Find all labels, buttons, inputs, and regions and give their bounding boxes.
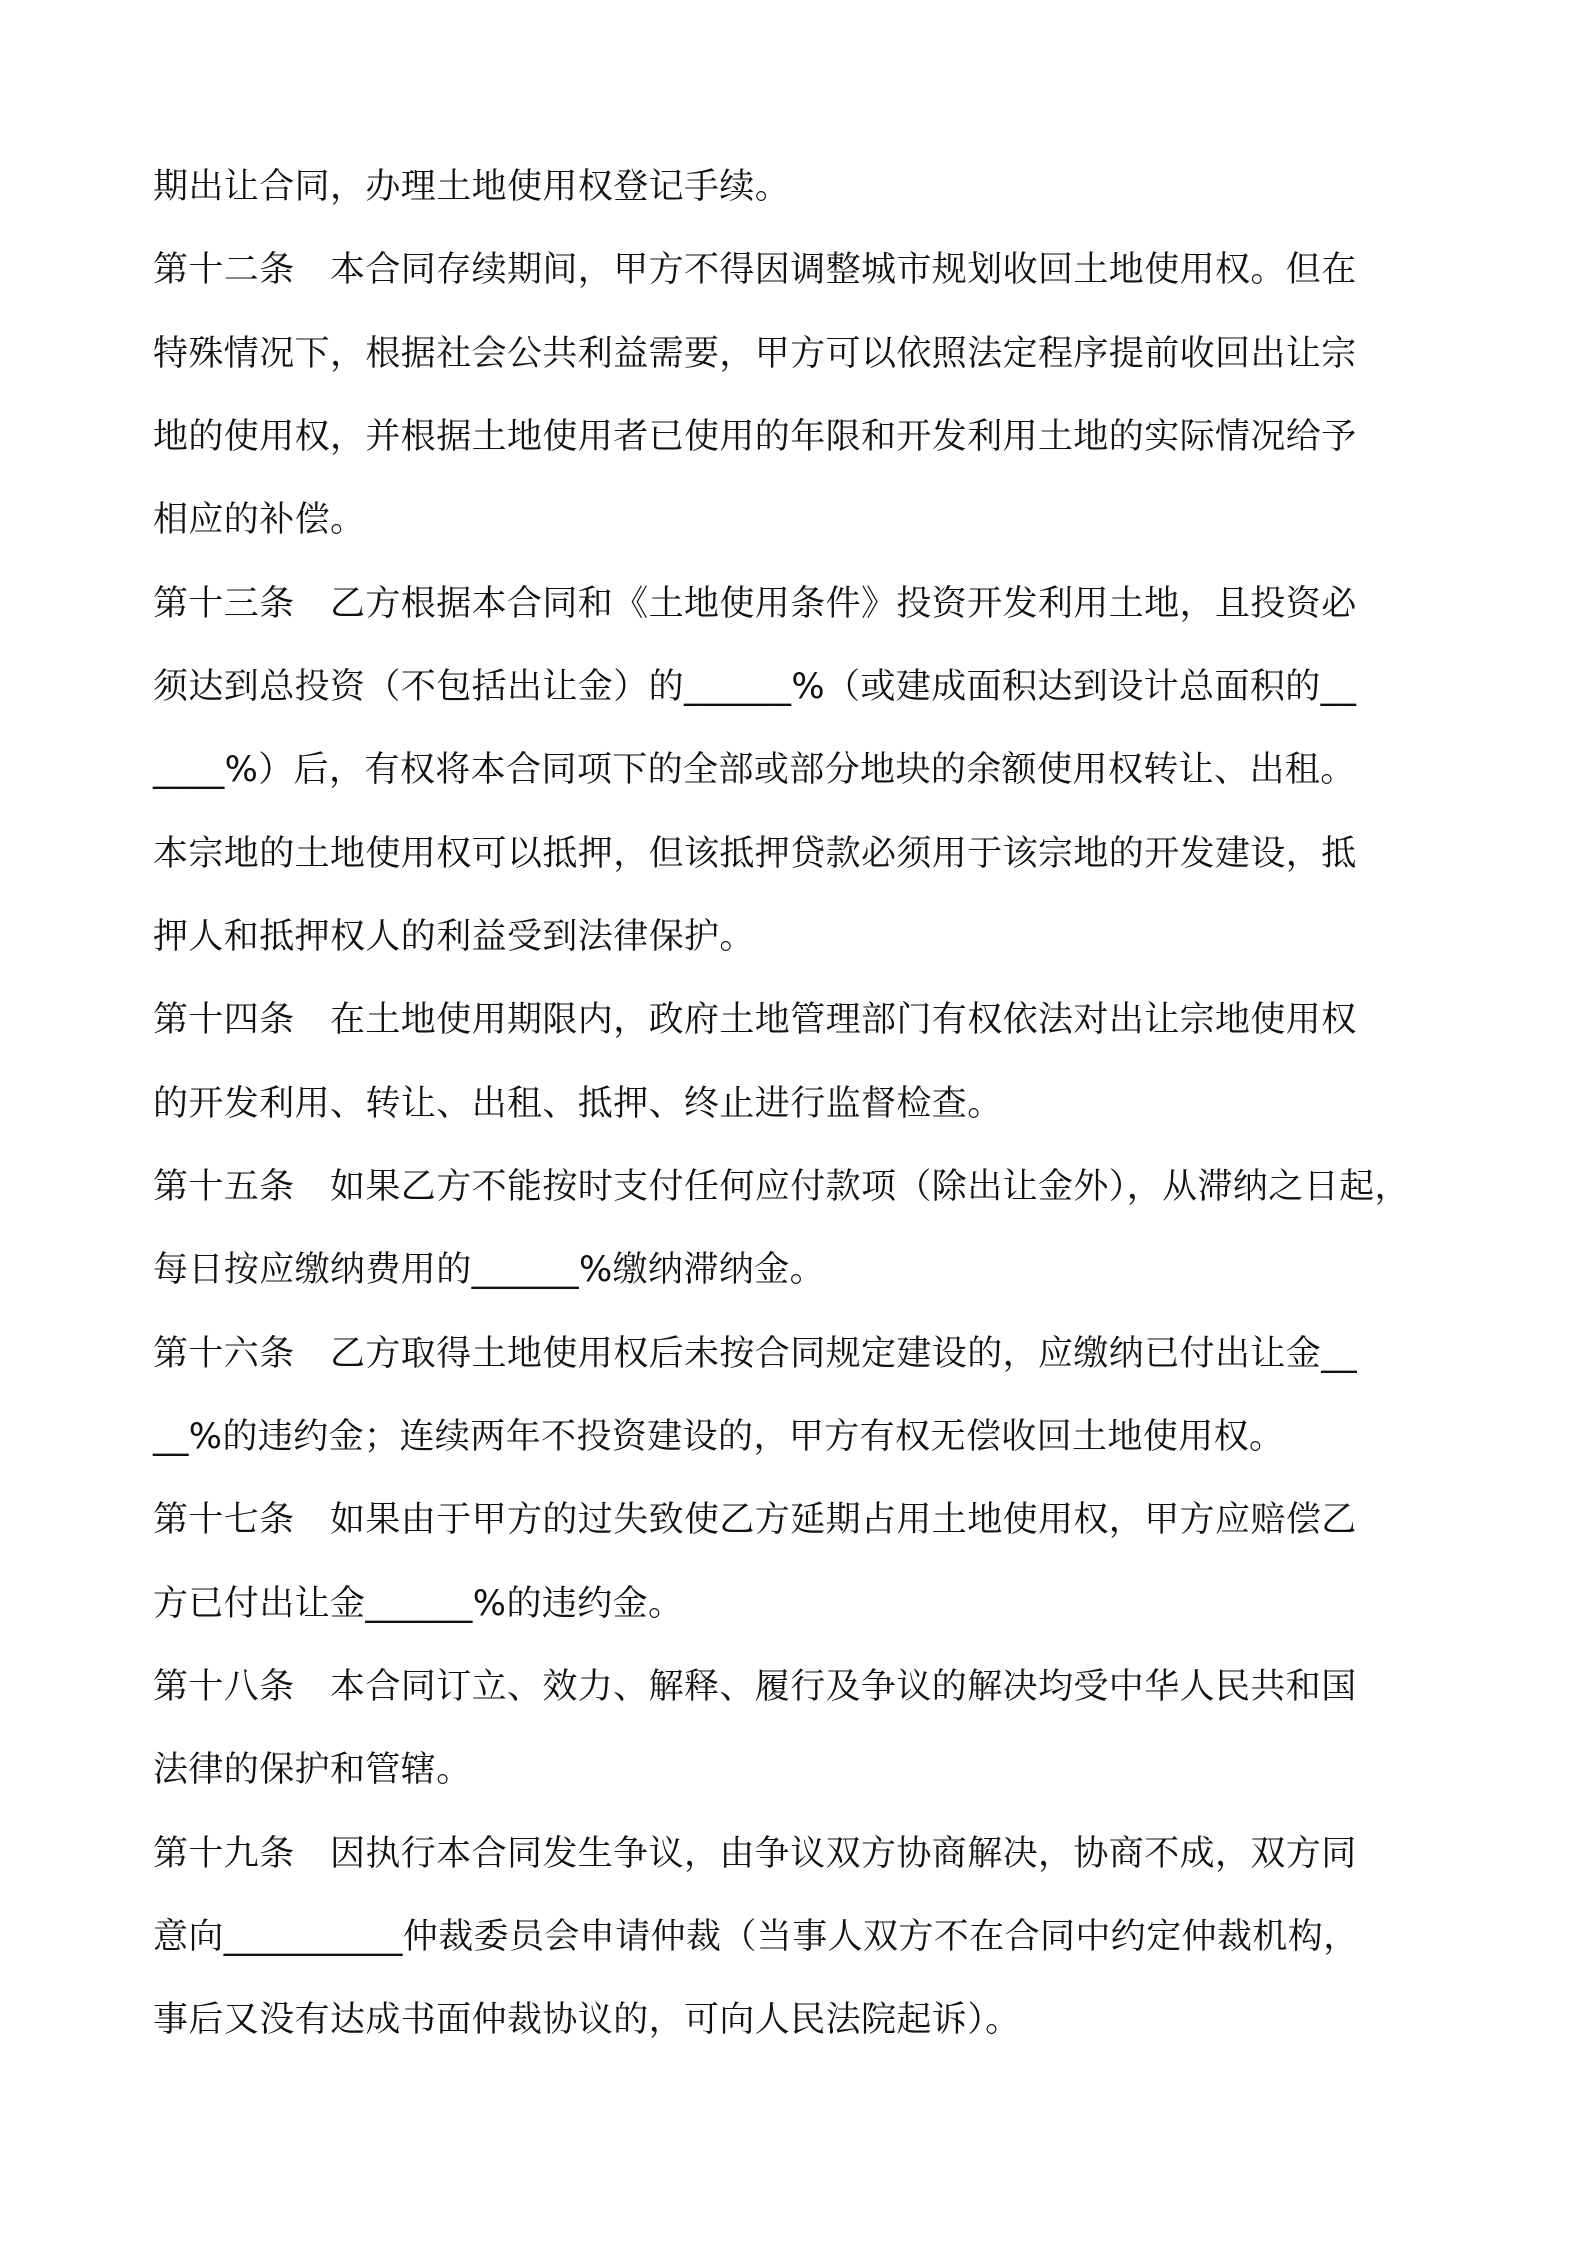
text-line: 须达到总投资（不包括出让金）的______%（或建成面积达到设计总面积的__ (153, 667, 1357, 707)
text-line: 第十七条 如果由于甲方的过失致使乙方延期占用土地使用权，甲方应赔偿乙 (153, 1500, 1357, 1540)
text-line: 第十五条 如果乙方不能按时支付任何应付款项（除出让金外），从滞纳之日起， (153, 1167, 1410, 1207)
text-line: 的开发利用、转让、出租、抵押、终止进行监督检查。 (153, 1084, 1003, 1124)
text-line: 第十九条 因执行本合同发生争议，由争议双方协商解决，协商不成，双方同 (153, 1834, 1357, 1874)
text-line: __%的违约金；连续两年不投资建设的，甲方有权无偿收回土地使用权。 (153, 1417, 1285, 1457)
text-line: 押人和抵押权人的利益受到法律保护。 (153, 917, 755, 957)
text-line: 相应的补偿。 (153, 500, 366, 540)
text-line: 特殊情况下，根据社会公共利益需要，甲方可以依照法定程序提前收回出让宗 (153, 334, 1357, 374)
text-line: 意向__________仲裁委员会申请仲裁（当事人双方不在合同中约定仲裁机构， (153, 1917, 1359, 1957)
text-line: 事后又没有达成书面仲裁协议的，可向人民法院起诉）。 (153, 2000, 1021, 2040)
text-line: 第十二条 本合同存续期间，甲方不得因调整城市规划收回土地使用权。但在 (153, 250, 1357, 290)
text-line: 每日按应缴纳费用的______%缴纳滞纳金。 (153, 1250, 826, 1290)
text-line: 第十三条 乙方根据本合同和《土地使用条件》投资开发利用土地，且投资必 (153, 584, 1357, 624)
text-line: 法律的保护和管辖。 (153, 1750, 472, 1790)
text-line: 第十四条 在土地使用期限内，政府土地管理部门有权依法对出让宗地使用权 (153, 1000, 1357, 1040)
text-line: ____%）后，有权将本合同项下的全部或部分地块的余额使用权转让、出租。 (153, 750, 1356, 790)
text-line: 期出让合同，办理土地使用权登记手续。 (153, 167, 791, 207)
text-line: 第十六条 乙方取得土地使用权后未按合同规定建设的，应缴纳已付出让金__ (153, 1334, 1358, 1374)
text-line: 第十八条 本合同订立、效力、解释、履行及争议的解决均受中华人民共和国 (153, 1667, 1357, 1707)
text-line: 方已付出让金______%的违约金。 (153, 1584, 684, 1624)
text-line: 地的使用权，并根据土地使用者已使用的年限和开发利用土地的实际情况给予 (153, 417, 1357, 457)
text-line: 本宗地的土地使用权可以抵押，但该抵押贷款必须用于该宗地的开发建设，抵 (153, 834, 1357, 874)
